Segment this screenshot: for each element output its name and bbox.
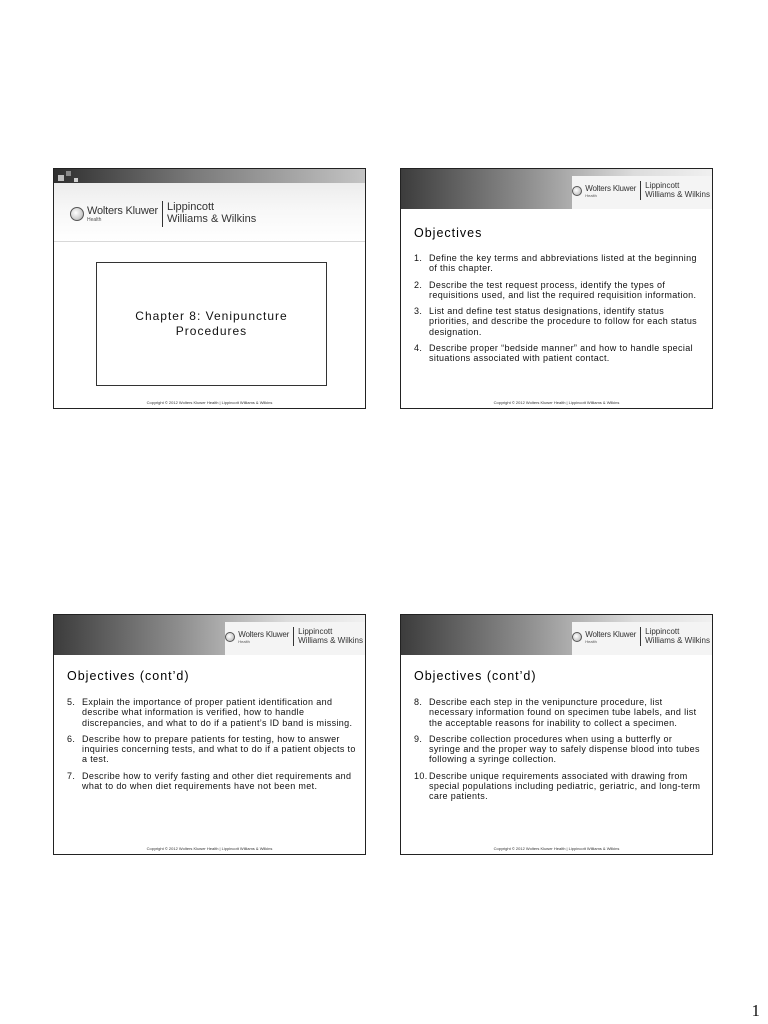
publisher-logo <box>572 181 710 200</box>
logo-williams-wilkins: Williams & Wilkins <box>298 635 363 645</box>
logo-divider <box>293 627 294 646</box>
slide-title: Objectives (cont’d) <box>414 669 537 683</box>
chapter-title: Chapter 8: Venipuncture Procedures <box>135 309 288 338</box>
header-strip <box>54 169 365 183</box>
logo-health: Health <box>585 638 597 644</box>
list-item <box>67 697 357 728</box>
copyright-footer: Copyright © 2012 Wolters Kluwer Health | Lippincott Williams & Wilkins <box>146 400 273 405</box>
item-text: Describe proper “bedside manner” and how to handle special situations associated with patient contact. <box>429 343 693 364</box>
chapter-title-box <box>96 262 327 386</box>
objectives-list <box>414 697 704 808</box>
item-text: Describe how to prepare patients for testing, how to answer inquiries concerning tests, and what to do if a patient objects to a test. <box>82 733 356 765</box>
logo-wolters-kluwer: Wolters Kluwer <box>238 629 290 639</box>
item-number: 5. <box>67 697 76 707</box>
list-item <box>414 253 704 274</box>
logo-divider <box>162 201 163 227</box>
page-number: 1 <box>751 1001 760 1020</box>
item-number: 9. <box>414 733 423 744</box>
logo-health: Health <box>238 638 250 644</box>
logo-wolters-kluwer: Wolters Kluwer <box>585 183 637 193</box>
item-text: Describe unique requirements associated with drawing from special populations including pediatric, geriatric, and long-term care patients. <box>429 770 701 802</box>
objectives-list <box>67 697 357 797</box>
logo-health: Health <box>585 192 597 198</box>
logo-williams-wilkins: Williams & Wilkins <box>645 635 710 645</box>
logo-wolters-kluwer: Wolters Kluwer <box>87 205 158 217</box>
list-item <box>414 697 704 728</box>
copyright-footer: Copyright © 2012 Wolters Kluwer Health | Lippincott Williams & Wilkins <box>493 400 620 405</box>
objectives-slide-2 <box>53 614 366 855</box>
list-item <box>67 734 357 765</box>
globe-icon <box>572 186 582 196</box>
list-item <box>414 771 704 802</box>
item-text: Describe collection procedures when using a butterfly or syringe and the proper way to safely dispense blood into tubes following a syringe collection. <box>429 733 700 765</box>
list-item <box>67 771 357 792</box>
item-number: 3. <box>414 306 423 317</box>
logo-health: Health <box>87 217 102 223</box>
decorative-square <box>58 175 64 181</box>
item-number: 4. <box>414 343 423 354</box>
publisher-logo <box>70 201 256 227</box>
slide-title: Objectives (cont’d) <box>67 669 190 683</box>
item-text: Describe how to verify fasting and other diet requirements and what to do when diet requirements have not been met. <box>82 770 352 792</box>
item-text: Define the key terms and abbreviations listed at the beginning of this chapter. <box>429 253 697 274</box>
decorative-square <box>66 171 71 176</box>
objectives-slide-3 <box>400 614 713 855</box>
item-number: 1. <box>414 253 423 263</box>
list-item <box>414 343 704 364</box>
logo-divider <box>640 181 641 200</box>
list-item <box>414 306 704 337</box>
item-number: 7. <box>67 770 76 781</box>
publisher-logo <box>225 627 363 646</box>
publisher-logo <box>572 627 710 646</box>
slide-title: Objectives <box>414 226 483 240</box>
logo-williams-wilkins: Williams & Wilkins <box>645 189 710 199</box>
objectives-list <box>414 253 704 370</box>
logo-lippincott: Lippincott <box>298 627 333 637</box>
logo-divider <box>640 627 641 646</box>
item-number: 10. <box>414 770 428 781</box>
copyright-footer: Copyright © 2012 Wolters Kluwer Health | Lippincott Williams & Wilkins <box>146 846 273 851</box>
title-slide <box>53 168 366 409</box>
item-text: Explain the importance of proper patient identification and describe what information is verified, how to handle discrepancies, and what to do if a patient’s ID band is missing. <box>82 697 353 728</box>
globe-icon <box>572 632 582 642</box>
list-item <box>414 280 704 301</box>
item-text: Describe the test request process, identify the types of requisitions used, and list the required requisition information. <box>429 279 697 300</box>
logo-williams-wilkins: Williams & Wilkins <box>166 213 257 225</box>
logo-wolters-kluwer: Wolters Kluwer <box>585 629 637 639</box>
globe-icon <box>70 207 84 221</box>
item-number: 8. <box>414 697 423 707</box>
item-number: 2. <box>414 279 423 290</box>
item-text: Describe each step in the venipuncture procedure, list necessary information found on specimen tube labels, and list the acceptable reasons for inability to collect a specimen. <box>429 697 697 728</box>
globe-icon <box>225 632 235 642</box>
item-number: 6. <box>67 733 76 744</box>
objectives-slide-1 <box>400 168 713 409</box>
logo-lippincott: Lippincott <box>645 181 680 191</box>
copyright-footer: Copyright © 2012 Wolters Kluwer Health | Lippincott Williams & Wilkins <box>493 846 620 851</box>
decorative-square <box>74 178 78 182</box>
logo-lippincott: Lippincott <box>645 627 680 637</box>
list-item <box>414 734 704 765</box>
logo-lippincott: Lippincott <box>166 201 215 214</box>
item-text: List and define test status designations, identify status priorities, and describe the procedure to follow for each status designation. <box>429 306 698 337</box>
